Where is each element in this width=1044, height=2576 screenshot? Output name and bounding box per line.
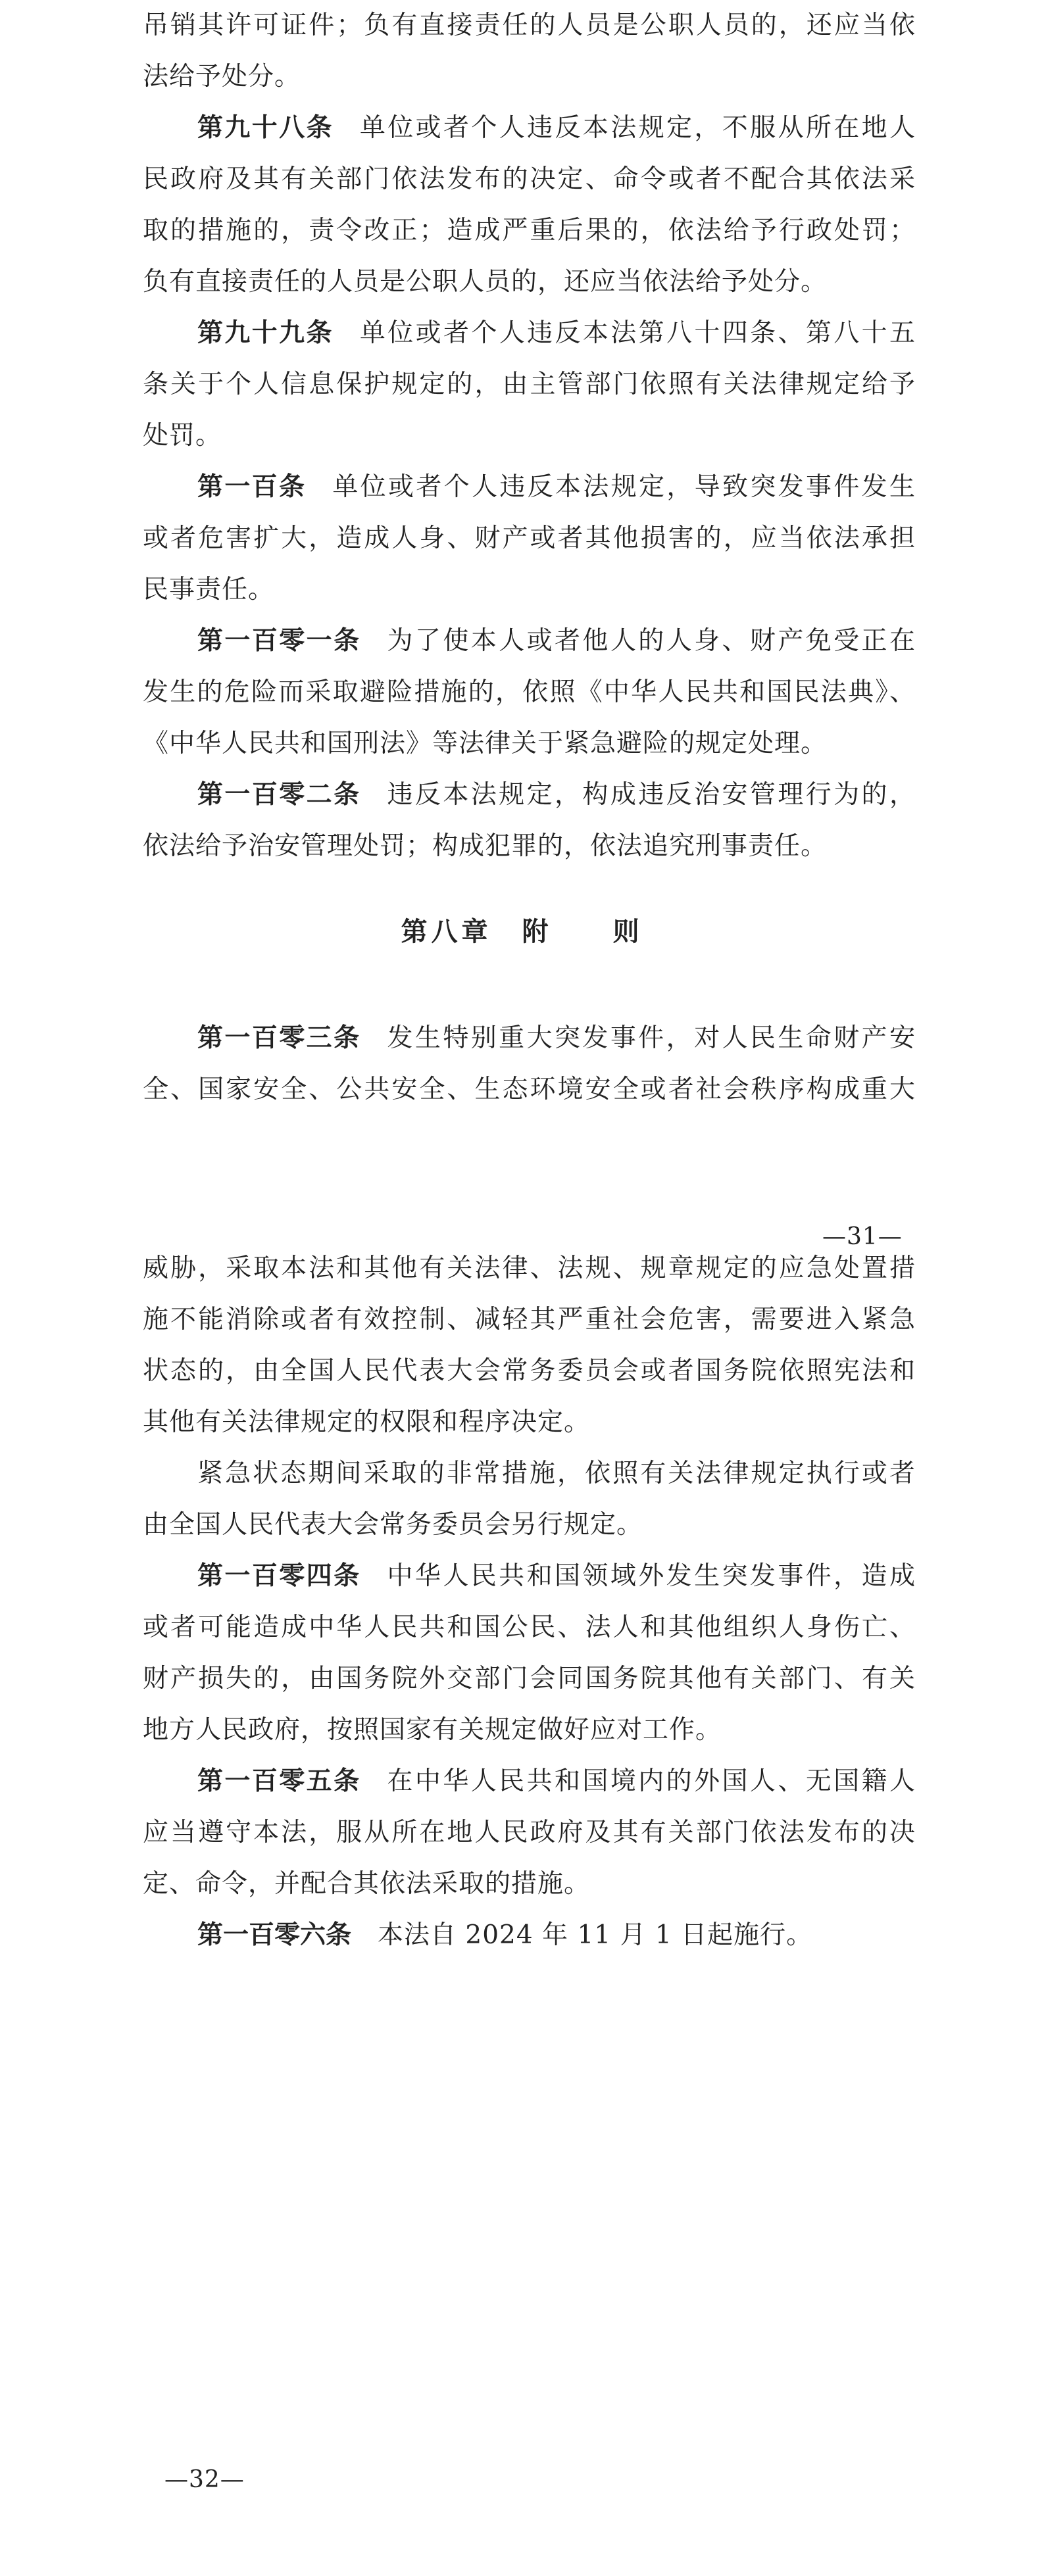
text-line: 其他有关法律规定的权限和程序决定。 [143, 1407, 591, 1437]
article-number: 第一百零五条 [197, 1766, 361, 1796]
article-text: 发生特别重大突发事件，对人民生命财产安 [387, 1023, 916, 1053]
article-105-line [143, 1756, 916, 1807]
page-number: —32— [164, 2466, 245, 2493]
article-number: 第一百零三条 [197, 1023, 361, 1053]
text-line: 定、命令，并配合其依法采取的措施。 [143, 1869, 591, 1899]
article-102-line [143, 769, 916, 821]
article-101-line [143, 616, 916, 667]
text-line: 地方人民政府，按照国家有关规定做好应对工作。 [143, 1715, 722, 1745]
text-line: 施不能消除或者有效控制、减轻其严重社会危害，需要进入紧急 [143, 1305, 916, 1334]
text-line: 法给予处分。 [143, 62, 301, 91]
text-line: 或者可能造成中华人民共和国公民、法人和其他组织人身伤亡、 [143, 1613, 916, 1642]
text-line: 吊销其许可证件；负有直接责任的人员是公职人员的，还应当依 [143, 11, 916, 40]
article-text: 单位或者个人违反本法规定，不服从所在地人 [359, 113, 916, 143]
article-number: 第一百零二条 [197, 780, 361, 810]
text-line: 紧急状态期间采取的非常措施，依照有关法律规定执行或者 [197, 1459, 916, 1488]
chapter-heading: 第八章 附 则 [401, 917, 643, 947]
text-line: 民政府及其有关部门依法发布的决定、命令或者不配合其依法采 [143, 164, 916, 194]
page-31-chapter-body [143, 1013, 916, 1115]
page-number: —31— [822, 1223, 903, 1250]
text-line: 由全国人民代表大会常务委员会另行规定。 [143, 1510, 643, 1540]
text-line: 全、国家安全、公共安全、生态环境安全或者社会秩序构成重大 [143, 1075, 916, 1104]
article-text: 单位或者个人违反本法第八十四条、第八十五 [359, 318, 916, 348]
article-106-line [143, 1910, 916, 1961]
text-line: 处罚。 [143, 421, 222, 450]
document-page-31 [0, 0, 1044, 1282]
text-line: 民事责任。 [143, 575, 275, 604]
article-text: 本法自 2024 年 11 月 1 日起施行。 [378, 1920, 813, 1950]
article-103-line [143, 1013, 916, 1064]
text-line: 条关于个人信息保护规定的，由主管部门依照有关法律规定给予 [143, 370, 916, 399]
article-text: 中华人民共和国领域外发生突发事件，造成 [387, 1561, 916, 1591]
text-line: 发生的危险而采取避险措施的，依照《中华人民共和国民法典》、 [143, 677, 916, 707]
text-line: 依法给予治安管理处罚；构成犯罪的，依法追究刑事责任。 [143, 831, 828, 861]
article-100-line [143, 462, 916, 513]
text-line: 状态的，由全国人民代表大会常务委员会或者国务院依照宪法和 [143, 1356, 916, 1386]
article-text: 为了使本人或者他人的人身、财产免受正在 [387, 626, 916, 656]
page-32-body-text [143, 1243, 916, 1961]
document-page-32 [0, 1243, 1044, 2576]
article-text: 单位或者个人违反本法规定，导致突发事件发生 [332, 472, 916, 502]
text-line: 或者危害扩大，造成人身、财产或者其他损害的，应当依法承担 [143, 523, 916, 553]
text-line: 《中华人民共和国刑法》等法律关于紧急避险的规定处理。 [143, 729, 828, 758]
article-number: 第一百零六条 [197, 1920, 352, 1950]
article-number: 第一百条 [197, 472, 307, 502]
article-99-line [143, 308, 916, 359]
text-line: 负有直接责任的人员是公职人员的，还应当依法给予处分。 [143, 267, 828, 297]
article-number: 第九十八条 [197, 113, 334, 143]
article-number: 第一百零四条 [197, 1561, 361, 1591]
article-number: 第一百零一条 [197, 626, 361, 656]
article-text: 在中华人民共和国境内的外国人、无国籍人 [387, 1766, 916, 1796]
text-line: 取的措施的，责令改正；造成严重后果的，依法给予行政处罚； [143, 216, 916, 245]
text-line: 应当遵守本法，服从所在地人民政府及其有关部门依法发布的决 [143, 1818, 916, 1847]
article-number: 第九十九条 [197, 318, 334, 348]
text-line: 财产损失的，由国务院外交部门会同国务院其他有关部门、有关 [143, 1664, 916, 1693]
text-line: 威胁，采取本法和其他有关法律、法规、规章规定的应急处置措 [143, 1253, 916, 1283]
article-98-line [143, 103, 916, 154]
article-104-line [143, 1551, 916, 1602]
page-31-body-text [143, 0, 916, 872]
article-text: 违反本法规定，构成违反治安管理行为的， [387, 780, 916, 810]
